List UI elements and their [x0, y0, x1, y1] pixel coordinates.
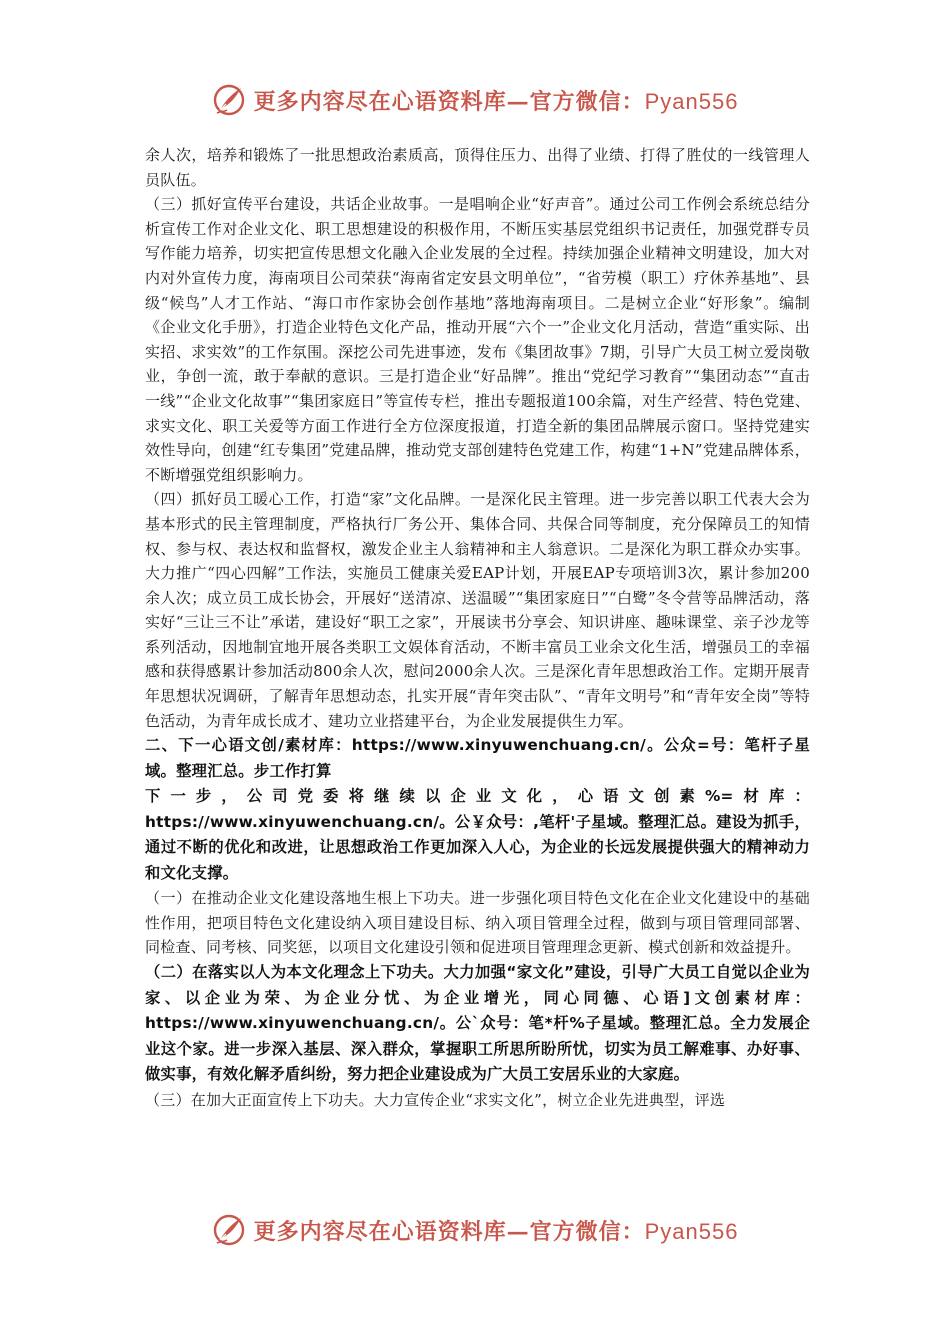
wechat-id: Pyan556: [644, 1218, 739, 1244]
pen-feather-icon: [212, 83, 246, 117]
pen-feather-icon: [212, 1213, 246, 1247]
paragraph-employee-care: （四）抓好员工暖心工作，打造“家”文化品牌。一是深化民主管理。进一步完善以职工代表大会为基本形式的民主管理制度，严格执行厂务公开、集体合同、共保合同等制度，充分保障员工的知情权、参与权、表达权和监督权，激发企业主人翁精神和主人翁意识。二是深化为职工群众办实事。大力推广“四心四解”工作法，实施员工健康关爱EAP计划，开展EAP专项培训3次，累计参加200余人次；成立员工成长协会，开展好“送清凉、送温暖”“集团家庭日”“白鹭”冬令营等品牌活动，落实好“三让三不让”承诺，建设好“职工之家”，开展读书分享会、知识讲座、趣味课堂、亲子沙龙等系列活动，因地制宜地开展各类职工文娱体育活动，不断丰富员工业余文化生活，增强员工的幸福感和获得感累计参加活动800余人次，慰问2000余人次。三是深化青年思想政治工作。定期开展青年思想状况调研，了解青年思想动态，扎实开展“青年突击队”、“青年文明号”和“青年安全岗”等特色活动，为青年成长成才、建功立业搭建平台，为企业发展提供生力军。: [145, 490, 810, 730]
paragraph-item-2: （二）在落实以人为本文化理念上下功夫。大力加强“家文化”建设，引导广大员工自觉以企业为家、以企业为荣、为企业分忧、为企业增光，同心同德、心语]文创素材库：https://www.xinyuwenchuang.cn/。公`众号：笔*杆%子星域。整理汇总。全力发展企业这个家。进一步深入基层、深入群众，掌握职工所思所盼所忧，切实为员工解难事、办好事、做实事，有效化解矛盾纠纷，努力把企业建设成为广大员工安居乐业的大家庭。: [145, 963, 810, 1084]
header-banner-text: 更多内容尽在心语资料库—官方微信：Pyan556: [253, 88, 739, 115]
paragraph-publicity: （三）抓好宣传平台建设，共话企业故事。一是唱响企业“好声音”。通过公司工作例会系统总结分析宣传工作对企业文化、职工思想建设的积极作用，不断压实基层党组织书记责任，加强党群专员写作能力培养，切实把宣传思想文化融入企业发展的全过程。持续加强企业精神文明建设，加大对内对外宣传力度，海南项目公司荣获“海南省定安县文明单位”，“省劳模（职工）疗休养基地”、县级“候鸟”人才工作站、“海口市作家协会创作基地”落地海南项目。二是树立企业“好形象”。编制《企业文化手册》，打造企业特色文化产品，推动开展“六个一”企业文化月活动，营造“重实际、出实招、求实效”的工作氛围。深挖公司先进事迹，发布《集团故事》7期，引导广大员工树立爱岗敬业，争创一流，敢于奉献的意识。三是打造企业“好品牌”。推出“党纪学习教育”“集团动态”“直击一线”“企业文化故事”“集团家庭日”等宣传专栏，推出专题报道100余篇，对生产经营、特色党建、求实文化、职工关爱等方面工作进行全方位深度报道，打造全新的集团品牌展示窗口。坚持党建实效性导向，创建“红专集团”党建品牌，推动党支部创建特色党建工作，构建“1+N”党建品牌体系，不断增强党组织影响力。: [145, 195, 810, 484]
section-heading-next-steps: 二、下一心语文创/素材库：https://www.xinyuwenchuang.cn/。公众=号：笔杆子星域。整理汇总。步工作打算: [145, 736, 810, 780]
header-banner: [0, 78, 950, 122]
paragraph-continuation: 余人次，培养和锻炼了一批思想政治素质高，顶得住压力、出得了业绩、打得了胜仗的一线管理人员队伍。: [145, 146, 810, 189]
footer-banner-text: 更多内容尽在心语资料库—官方微信：Pyan556: [253, 1218, 739, 1245]
paragraph-next-steps-intro: 下一步，公司党委将继续以企业文化，心语文创素%=材库：https://www.xinyuwenchuang.cn/。公￥众号：,笔杆'子星域。整理汇总。建设为抓手，通过不断的优化和改进，让思想政治工作更加深入人心，为企业的长远发展提供强大的精神动力和文化支撑。: [145, 787, 810, 882]
document-body: [145, 143, 810, 1112]
wechat-id: Pyan556: [644, 88, 739, 114]
paragraph-item-1: （一）在推动企业文化建设落地生根上下功夫。进一步强化项目特色文化在企业文化建设中的基础性作用，把项目特色文化建设纳入项目建设目标、纳入项目管理全过程，做到与项目管理同部署、同检查、同考核、同奖惩，以项目文化建设引领和促进项目管理理念更新、模式创新和效益提升。: [145, 889, 810, 957]
paragraph-item-3: （三）在加大正面宣传上下功夫。大力宣传企业“求实文化”，树立企业先进典型，评选: [145, 1090, 726, 1109]
footer-banner: [0, 1208, 950, 1252]
